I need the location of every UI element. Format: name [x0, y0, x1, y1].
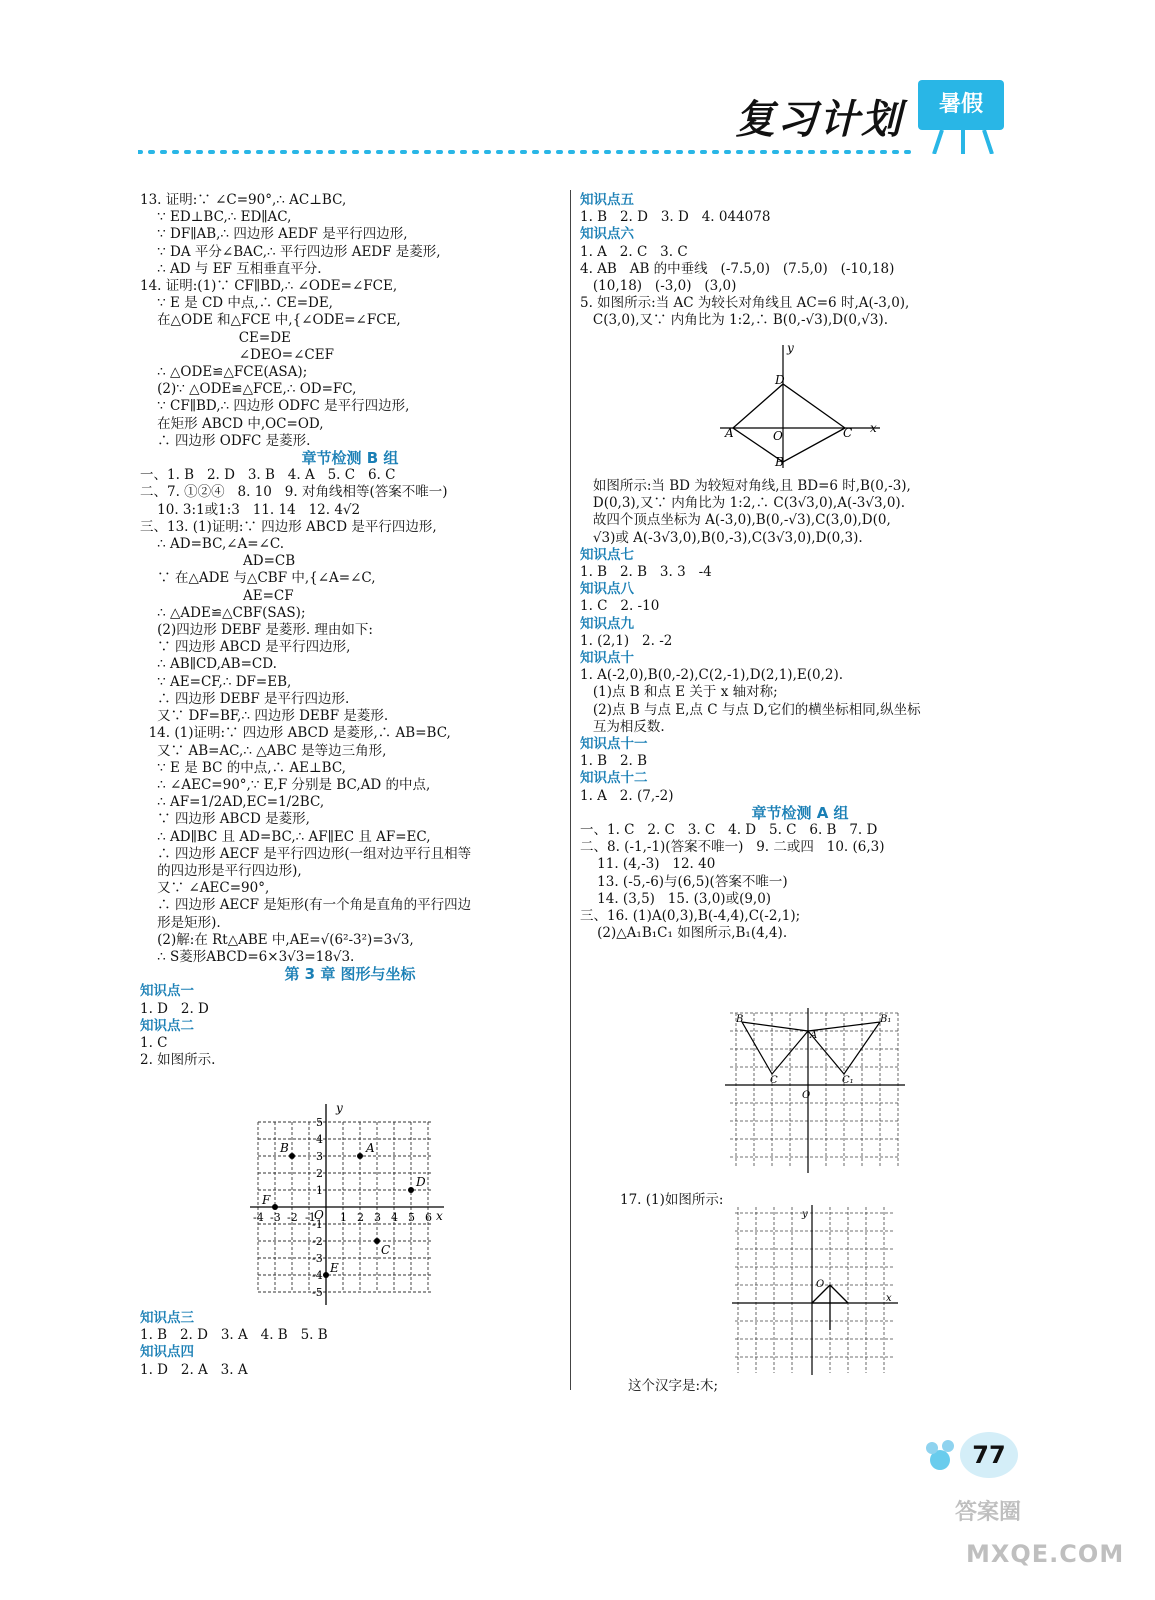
answer-line: 1. C 2. -10 — [580, 598, 660, 615]
header-dotted-rule — [138, 147, 918, 157]
tree-character-grid-figure — [730, 1205, 900, 1375]
right-column — [580, 192, 1020, 330]
fig1-label-b: B — [280, 1141, 289, 1155]
svg-text:3: 3 — [316, 1150, 323, 1163]
answer-line: 13. 证明:∵ ∠C=90°,∴ AC⊥BC, — [140, 192, 347, 208]
tree-y-label: y — [802, 1209, 808, 1220]
answer-line: ∴ 四边形 AECF 是矩形(有一个角是直角的平行四边 — [140, 897, 472, 914]
answer-line: AE=CF — [140, 587, 294, 604]
answer-line: 14. 证明:(1)∵ CF∥BD,∴ ∠ODE=∠FCE, — [140, 278, 398, 295]
tree-answer: 这个汉字是:木; — [628, 1378, 719, 1394]
answer-line: 又∵ AB=AC,∴ △ABC 是等边三角形, — [140, 742, 387, 759]
svg-text:6: 6 — [425, 1211, 432, 1224]
answer-line: 14. (1)证明:∵ 四边形 ABCD 是菱形,∴ AB=BC, — [140, 725, 451, 742]
svg-text:-2: -2 — [287, 1211, 298, 1224]
knowledge-point-heading: 知识点六 — [580, 226, 634, 243]
answer-line: ∵ ED⊥BC,∴ ED∥AC, — [140, 209, 292, 226]
answer-line: ∵ CF∥BD,∴ 四边形 ODFC 是平行四边形, — [140, 398, 410, 415]
fig1-label-a: A — [366, 1141, 375, 1155]
butterfly-label-c: C — [770, 1075, 778, 1086]
svg-text:5: 5 — [408, 1211, 415, 1224]
fig1-point-d — [408, 1187, 414, 1193]
answer-line: C(3,0),又∵ 内角比为 1:2,∴ B(0,-√3),D(0,√3). — [580, 312, 888, 329]
column-divider — [570, 190, 571, 1390]
fig1-x-ticks — [253, 1211, 432, 1224]
rhombus-label-d: D — [775, 373, 785, 387]
answer-line: 1. C — [140, 1034, 168, 1051]
answer-line: ∵ E 是 BC 的中点,∴ AE⊥BC, — [140, 759, 346, 776]
svg-text:-2: -2 — [312, 1235, 323, 1248]
answer-line: ∴ S菱形ABCD=6×3√3=18√3. — [140, 948, 355, 965]
fig1-point-c — [374, 1238, 380, 1244]
svg-text:3: 3 — [374, 1211, 381, 1224]
knowledge-point-heading: 知识点四 — [140, 1344, 194, 1361]
right-column-mid — [580, 478, 1020, 942]
answer-line: 一、1. B 2. D 3. B 4. A 5. C 6. C — [140, 467, 396, 484]
answer-line: ∵ 四边形 ABCD 是平行四边形, — [140, 639, 351, 656]
svg-text:-1: -1 — [312, 1218, 323, 1231]
answer-line: CE=DE — [140, 329, 291, 346]
svg-text:4: 4 — [316, 1133, 323, 1146]
svg-text:4: 4 — [391, 1211, 398, 1224]
svg-text:1: 1 — [316, 1184, 323, 1197]
answer-line: 1. B 2. B 3. 3 -4 — [580, 564, 712, 581]
butterfly-grid-figure — [720, 1008, 910, 1173]
answer-line: 1. D 2. D — [140, 1000, 209, 1017]
answer-line: 互为相反数. — [580, 718, 665, 735]
knowledge-point-heading: 知识点七 — [580, 546, 634, 563]
answer-line: (2)∵ △ODE≌△FCE,∴ OD=FC, — [140, 381, 357, 398]
answer-line: 1. D 2. A 3. A — [140, 1361, 248, 1378]
answer-line: 的四边形是平行四边形), — [140, 862, 302, 879]
fig1-label-e: E — [330, 1261, 339, 1275]
answer-line: 三、13. (1)证明:∵ 四边形 ABCD 是平行四边形, — [140, 518, 437, 535]
fig1-label-c: C — [381, 1243, 391, 1257]
answer-line: D(0,3),又∵ 内角比为 1:2,∴ C(3√3,0),A(-3√3,0). — [580, 495, 905, 512]
answer-line: (2)△A₁B₁C₁ 如图所示,B₁(4,4). — [580, 925, 788, 942]
svg-text:-3: -3 — [312, 1252, 323, 1265]
svg-text:1: 1 — [340, 1211, 347, 1224]
answer-line: ∠DEO=∠CEF — [140, 346, 334, 363]
svg-text:-1: -1 — [305, 1211, 316, 1224]
answer-line: 又∵ ∠AEC=90°, — [140, 880, 270, 897]
answer-line: 在矩形 ABCD 中,OC=OD, — [140, 415, 324, 432]
answer-line: ∴ 四边形 AECF 是平行四边形(一组对边平行且相等 — [140, 845, 472, 862]
butterfly-label-b1: B₁ — [880, 1014, 892, 1025]
answer-line: 如图所示:当 BD 为较短对角线,且 BD=6 时,B(0,-3), — [580, 478, 911, 494]
answer-line: 4. AB AB 的中垂线 (-7.5,0) (7.5,0) (-10,18) — [580, 260, 895, 277]
left-column-bottom — [140, 1310, 560, 1379]
answer-line: (2)点 B 与点 E,点 C 与点 D,它们的横坐标相同,纵坐标 — [580, 701, 921, 718]
answer-line: (2)四边形 DEBF 是菱形. 理由如下: — [140, 622, 373, 639]
section-heading: 章节检测 A 组 — [751, 803, 849, 822]
svg-text:-4: -4 — [253, 1211, 264, 1224]
fig1-point-a — [357, 1153, 363, 1159]
section-heading: 章节检测 B 组 — [301, 449, 399, 468]
answer-line: 二、7. ①②④ 8. 10 9. 对角线相等(答案不唯一) — [140, 484, 448, 501]
knowledge-point-heading: 知识点十二 — [580, 770, 648, 787]
answer-line: ∴ 四边形 DEBF 是平行四边形. — [140, 690, 350, 707]
fig1-x-label: x — [436, 1209, 443, 1223]
answer-line: 1. B 2. D 3. A 4. B 5. B — [140, 1327, 328, 1344]
left-column — [140, 192, 560, 1069]
knowledge-point-heading: 知识点二 — [140, 1017, 194, 1034]
answer-line: 形是矩形). — [140, 914, 221, 931]
answer-line: 1. B 2. D 3. D 4. 044078 — [580, 209, 771, 226]
answer-line: 1. A 2. (7,-2) — [580, 787, 674, 804]
butterfly-label-c1: C₁ — [842, 1075, 854, 1086]
butterfly-label-b: B — [736, 1014, 744, 1025]
answer-line: ∵ DA 平分∠BAC,∴ 平行四边形 AEDF 是菱形, — [140, 243, 441, 260]
rhombus-x-label: x — [870, 421, 877, 435]
svg-text:-4: -4 — [312, 1269, 323, 1282]
answer-line: ∵ DF∥AB,∴ 四边形 AEDF 是平行四边形, — [140, 226, 408, 243]
svg-text:-5: -5 — [312, 1286, 323, 1299]
answer-line: 1. A(-2,0),B(0,-2),C(2,-1),D(2,1),E(0,2). — [580, 667, 844, 684]
answer-line: ∴ AF=1/2AD,EC=1/2BC, — [140, 794, 325, 811]
section-heading: 第 3 章 图形与坐标 — [284, 965, 416, 984]
watermark-logo: 答案圈 — [955, 1500, 1022, 1525]
answer-line: 在△ODE 和△FCE 中,{∠ODE=∠FCE, — [140, 312, 401, 329]
butterfly-label-o: O — [802, 1090, 811, 1101]
fig1-label-d: D — [416, 1175, 426, 1189]
answer-line: 三、16. (1)A(0,3),B(-4,4),C(-2,1); — [580, 908, 801, 925]
fig1-label-f: F — [262, 1193, 271, 1207]
answer-line: (1)点 B 和点 E 关于 x 轴对称; — [580, 684, 778, 701]
answer-line: 11. (4,-3) 12. 40 — [580, 856, 716, 873]
knowledge-point-heading: 知识点十 — [580, 650, 634, 667]
page-number: 77 — [960, 1432, 1018, 1478]
answer-line: 故四个顶点坐标为 A(-3,0),B(0,-√3),C(3,0),D(0, — [580, 512, 891, 529]
fig1-point-f — [272, 1204, 278, 1210]
rhombus-label-a: A — [725, 426, 734, 440]
answer-line: 一、1. C 2. C 3. C 4. D 5. C 6. B 7. D — [580, 822, 878, 839]
svg-text:-3: -3 — [270, 1211, 281, 1224]
answer-line: (2)解:在 Rt△ABE 中,AE=√(6²-3²)=3√3, — [140, 931, 414, 948]
svg-text:2: 2 — [357, 1211, 364, 1224]
answer-line: ∴ ∠AEC=90°,∵ E,F 分别是 BC,AD 的中点, — [140, 776, 431, 793]
answer-line: ∴ AD=BC,∠A=∠C. — [140, 536, 285, 553]
coordinate-grid-figure — [250, 1100, 450, 1305]
answer-line: √3)或 A(-3√3,0),B(0,-3),C(3√3,0),D(0,3). — [580, 529, 863, 546]
rhombus-label-o: O — [773, 429, 783, 443]
answer-line: 又∵ DF=BF,∴ 四边形 DEBF 是菱形. — [140, 708, 389, 725]
question-17: 17. (1)如图所示: — [620, 1192, 724, 1208]
rhombus-y-label: y — [787, 341, 794, 355]
header-title: 复习计划 — [735, 97, 903, 143]
header-badge: 暑假 — [918, 80, 1004, 130]
answer-line: ∵ E 是 CD 中点,∴ CE=DE, — [140, 295, 333, 312]
answer-line: ∴ △ADE≌△CBF(SAS); — [140, 604, 306, 621]
answer-line: (10,18) (-3,0) (3,0) — [580, 278, 737, 295]
fig1-point-e — [323, 1272, 329, 1278]
fig1-point-b — [289, 1153, 295, 1159]
answer-line: AD=CB — [140, 553, 296, 570]
answer-line: ∵ 在△ADE 与△CBF 中,{∠A=∠C, — [140, 570, 376, 587]
tree-origin-label: O — [816, 1279, 825, 1290]
answer-line: 1. B 2. B — [580, 753, 648, 770]
knowledge-point-heading: 知识点八 — [580, 581, 634, 598]
rhombus-figure — [715, 340, 890, 470]
answer-line: 5. 如图所示:当 AC 为较长对角线且 AC=6 时,A(-3,0), — [580, 295, 910, 312]
answer-line: ∴ 四边形 ODFC 是菱形. — [140, 432, 311, 449]
answer-line: 14. (3,5) 15. (3,0)或(9,0) — [580, 890, 772, 907]
rhombus-label-c: C — [843, 426, 853, 440]
answer-line: ∴ △ODE≌△FCE(ASA); — [140, 364, 308, 381]
knowledge-point-heading: 知识点九 — [580, 615, 634, 632]
fig1-origin-label: O — [314, 1208, 324, 1222]
answer-line: 1. (2,1) 2. -2 — [580, 632, 673, 649]
answer-line: 10. 3:1或1:3 11. 14 12. 4√2 — [140, 501, 361, 518]
answer-line: ∵ 四边形 ABCD 是菱形, — [140, 811, 310, 828]
watermark-url: MXQE.COM — [966, 1540, 1125, 1568]
svg-text:2: 2 — [316, 1167, 323, 1180]
answer-line: ∴ AD∥BC 且 AD=BC,∴ AF∥EC 且 AF=EC, — [140, 828, 431, 845]
svg-text:5: 5 — [316, 1116, 323, 1129]
answer-line: 1. A 2. C 3. C — [580, 243, 688, 260]
answer-line: 2. 如图所示. — [140, 1052, 216, 1069]
answer-line: ∴ AD 与 EF 互相垂直平分. — [140, 260, 322, 277]
answer-line: ∵ AE=CF,∴ DF=EB, — [140, 673, 292, 690]
knowledge-point-heading: 知识点十一 — [580, 736, 648, 753]
answer-line: ∴ AB∥CD,AB=CD. — [140, 656, 277, 673]
tree-x-label: x — [886, 1293, 892, 1304]
butterfly-label-a: A — [810, 1030, 818, 1041]
fig1-y-label: y — [336, 1101, 343, 1115]
badge-stand-icon — [930, 130, 996, 154]
knowledge-point-heading: 知识点五 — [580, 192, 634, 208]
rhombus-label-b: B — [775, 455, 784, 469]
knowledge-point-heading: 知识点一 — [140, 983, 194, 1000]
answer-line: 13. (-5,-6)与(6,5)(答案不唯一) — [580, 873, 788, 890]
knowledge-point-heading: 知识点三 — [140, 1310, 194, 1326]
answer-line: 二、8. (-1,-1)(答案不唯一) 9. 二或四 10. (6,3) — [580, 839, 885, 856]
